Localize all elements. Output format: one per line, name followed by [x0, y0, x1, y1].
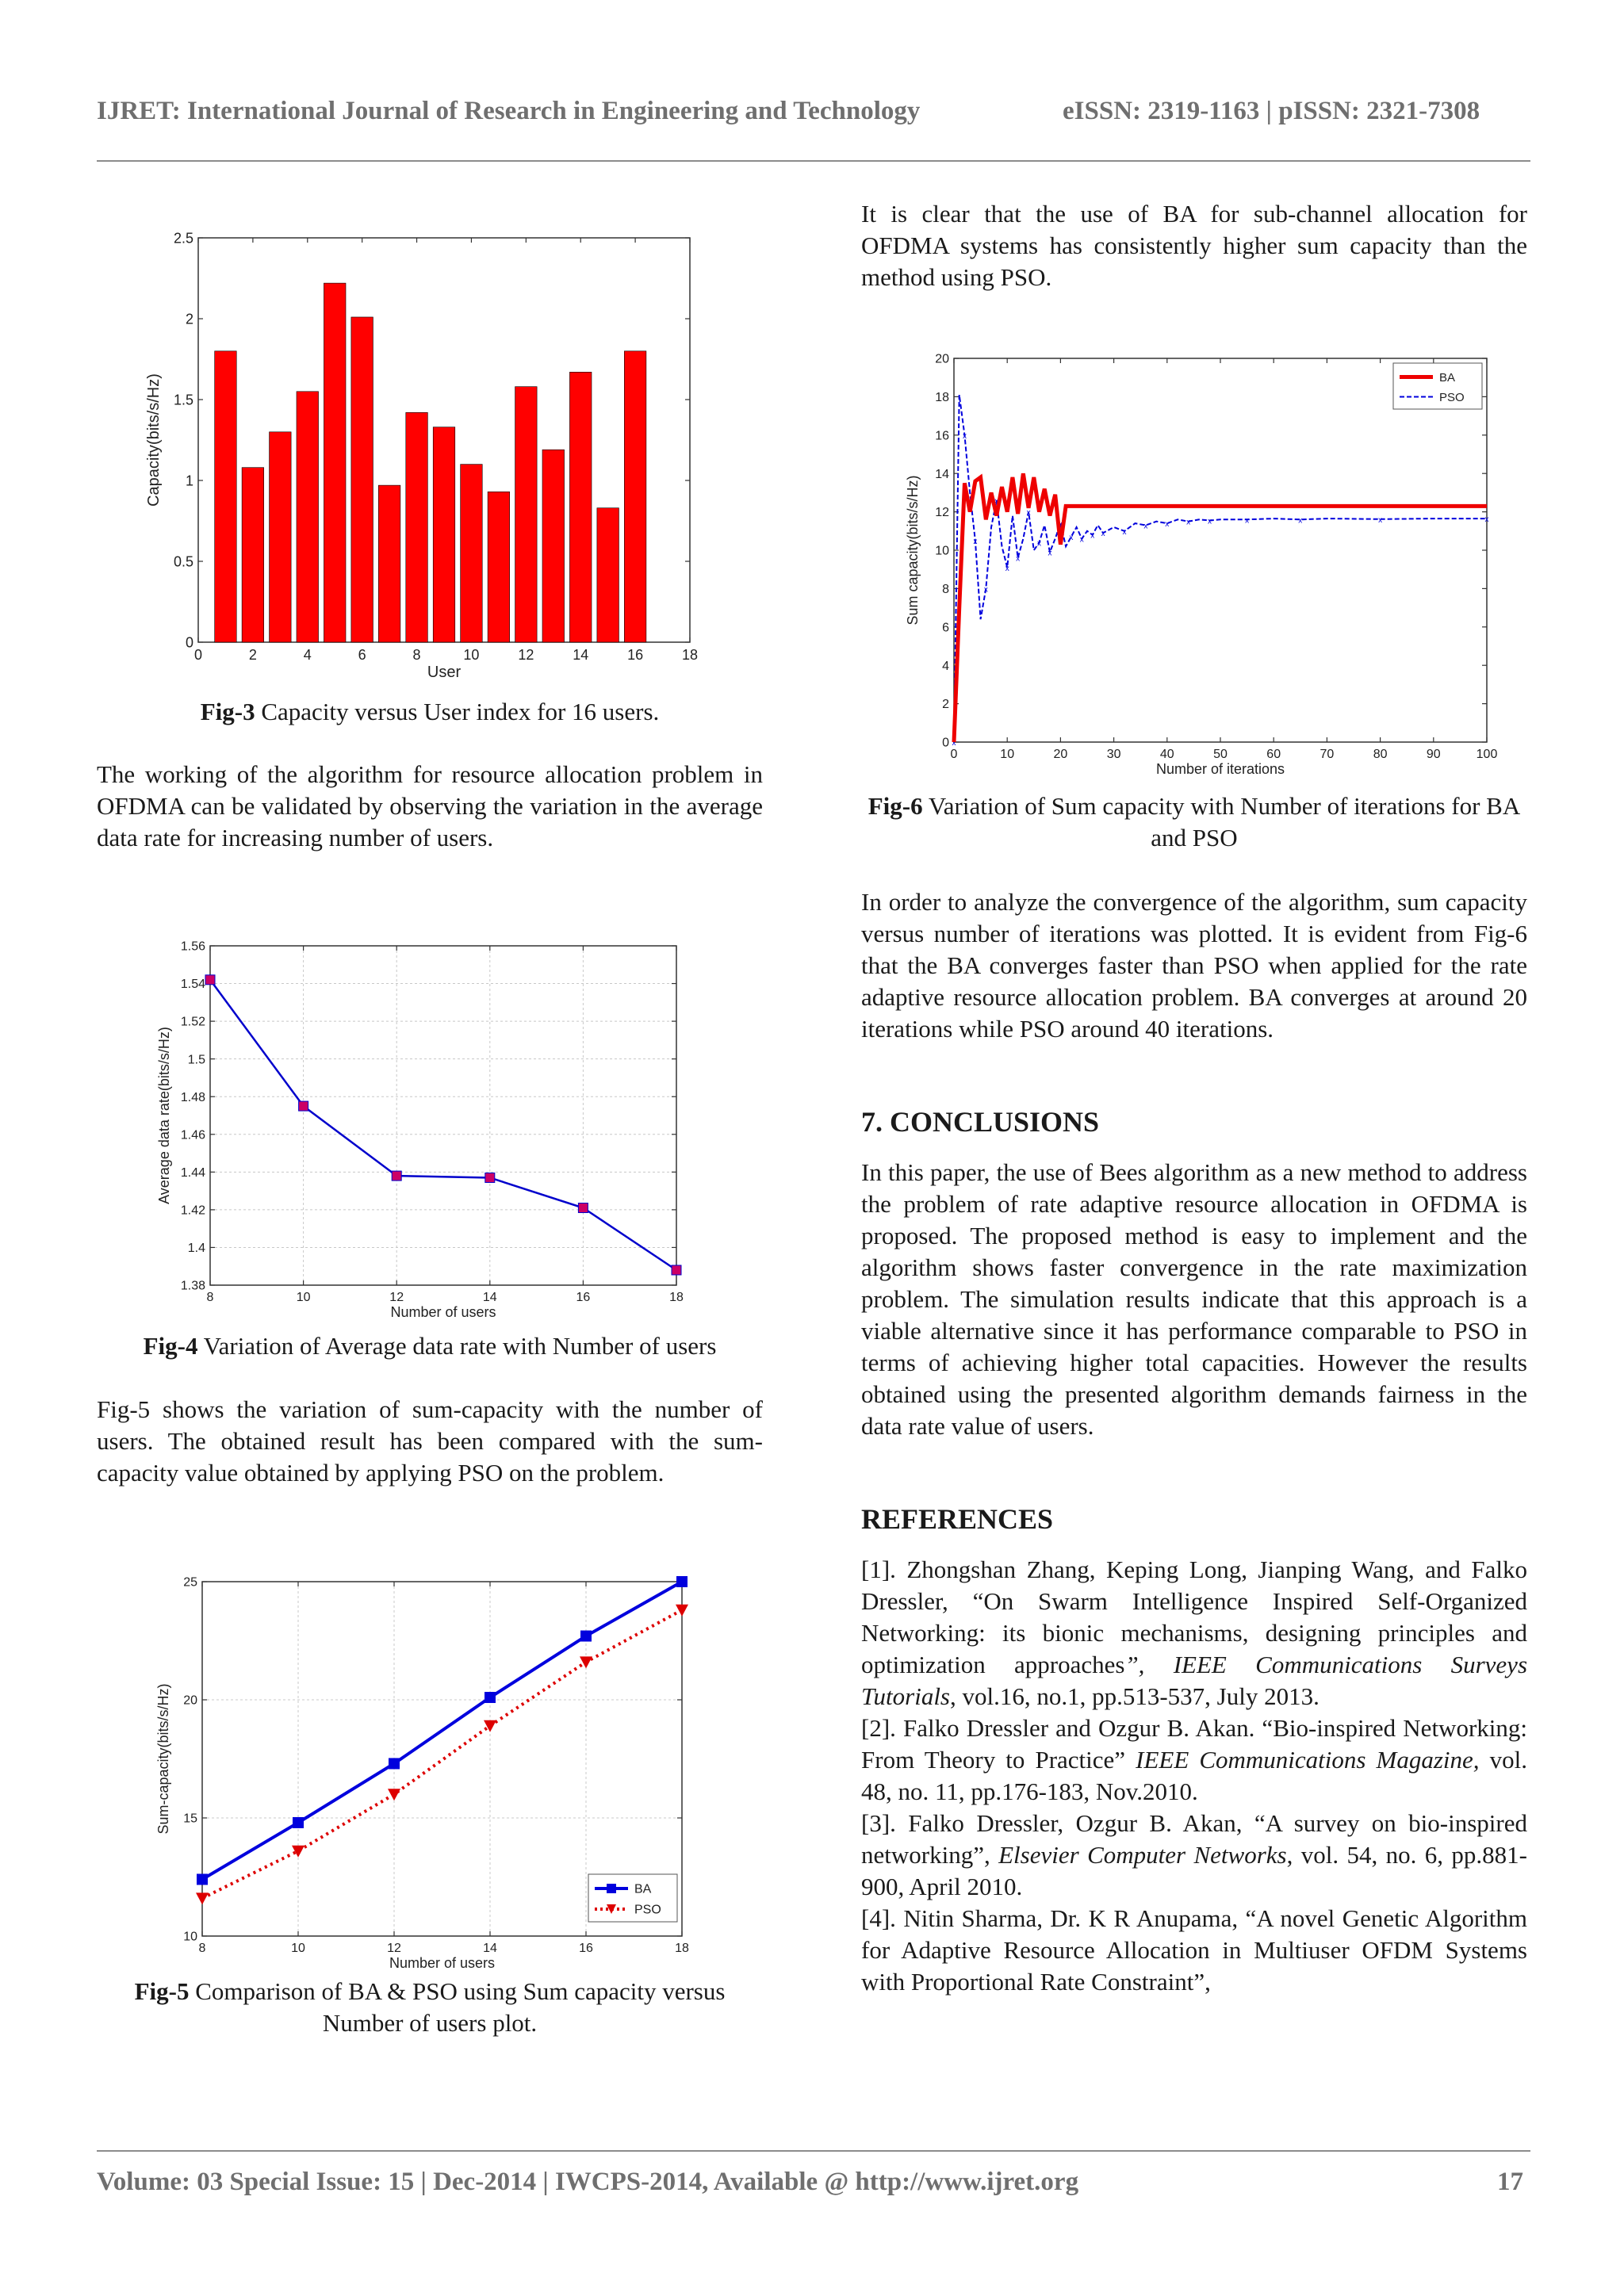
- y-tick-label: 18: [935, 391, 949, 404]
- y-axis-label: Sum-capacity(bits/s/Hz): [155, 1683, 171, 1835]
- reference-list: [861, 1554, 1527, 1998]
- x-tick-label: 12: [387, 1942, 401, 1955]
- y-tick-label: 2: [185, 311, 193, 327]
- reference-item: [2]. Falko Dressler and Ozgur B. Akan. “Bio-inspired Networking: From Theory to Practice” IEEE Communications Magazine, vol. 48, no. 11, pp.176-183, Nov.2010.: [861, 1714, 1527, 1805]
- x-tick-label: 20: [1053, 748, 1068, 761]
- legend-marker: [607, 1884, 616, 1893]
- section-heading-references: REFERENCES: [861, 1503, 1054, 1535]
- y-axis-label: Average data rate(bits/s/Hz): [156, 1027, 172, 1204]
- data-point-pso: x: [962, 431, 967, 441]
- legend-label: PSO: [634, 1903, 661, 1917]
- bar: [378, 485, 400, 642]
- y-tick-label: 1: [185, 473, 193, 489]
- bar: [624, 351, 646, 642]
- y-tick-label: 1.52: [180, 1015, 205, 1029]
- y-tick-label: 15: [183, 1812, 197, 1826]
- data-point: [578, 1203, 588, 1213]
- data-point-pso: x: [1058, 520, 1063, 530]
- y-tick-label: 1.5: [187, 1053, 205, 1067]
- plot-frame: [954, 358, 1487, 742]
- x-tick-label: 60: [1266, 748, 1281, 761]
- issn: eISSN: 2319-1163 | pISSN: 2321-7308: [1063, 97, 1480, 125]
- x-tick-label: 10: [291, 1942, 305, 1955]
- bar: [597, 508, 619, 642]
- x-tick-label: 0: [193, 647, 203, 663]
- x-axis-label: Number of users: [389, 1955, 496, 1971]
- x-tick-label: 50: [1213, 748, 1228, 761]
- header-rule: [97, 160, 1530, 162]
- x-tick-label: 6: [358, 647, 366, 663]
- data-point-pso: [196, 1892, 209, 1904]
- x-tick-label: 80: [1373, 748, 1388, 761]
- x-axis-label: User: [427, 664, 462, 681]
- fig4-caption: Fig-4 Variation of Average data rate with Number of users: [143, 1332, 717, 1360]
- data-point-pso: x: [1165, 520, 1170, 530]
- y-tick-label: 25: [183, 1575, 197, 1590]
- journal-title: IJRET: International Journal of Research in Engineering and Technology: [97, 97, 921, 125]
- paragraph-clear: It is clear that the use of BA for sub-channel allocation for OFDMA systems has consistently higher sum capacity than the method using PSO.: [861, 200, 1527, 291]
- x-tick-label: 2: [248, 647, 257, 663]
- y-axis-label: Capacity(bits/s/Hz): [145, 373, 163, 507]
- data-point-pso: x: [1378, 515, 1383, 525]
- footer-rule: [97, 2150, 1530, 2152]
- y-tick-label: 0.5: [173, 553, 193, 570]
- x-tick-label: 70: [1320, 748, 1335, 761]
- bar: [406, 412, 428, 642]
- data-point-ba: [197, 1873, 208, 1885]
- data-point-pso: [388, 1789, 400, 1800]
- x-tick-label: 16: [627, 647, 644, 663]
- paragraph-convergence: In order to analyze the convergence of the algorithm, sum capacity versus number of iterations was plotted. It is evident from Fig-6 that the BA converges faster than PSO when applied for the rate adaptive resource allocation problem. BA converges at around 20 iterations while PSO around 40 iterations.: [861, 888, 1527, 1043]
- fig6-caption: Fig-6 Variation of Sum capacity with Number of iterations for BA and PSO: [868, 792, 1521, 851]
- data-point-pso: x: [1048, 549, 1052, 558]
- x-tick-label: 14: [573, 647, 589, 663]
- y-tick-label: 1.46: [180, 1128, 205, 1142]
- x-tick-label: 10: [1000, 748, 1015, 761]
- bar: [242, 468, 264, 642]
- x-tick-label: 10: [296, 1291, 311, 1304]
- y-tick-label: 1.42: [180, 1203, 205, 1218]
- data-point-pso: x: [1484, 515, 1489, 525]
- data-point-pso: x: [1122, 527, 1127, 537]
- fig5-caption: Fig-5 Comparison of BA & PSO using Sum capacity versus Number of users plot.: [134, 1977, 726, 2037]
- y-tick-label: 10: [935, 544, 949, 558]
- data-point-ba: [485, 1692, 496, 1703]
- bar: [433, 427, 455, 642]
- data-point-pso: x: [1101, 530, 1105, 539]
- plot-frame: [210, 946, 676, 1285]
- fig3-bar-chart: [135, 222, 706, 690]
- x-tick-label: 16: [579, 1942, 593, 1955]
- data-point-pso: x: [1245, 516, 1250, 526]
- data-point-pso: x: [1069, 534, 1074, 543]
- x-tick-label: 8: [198, 1942, 206, 1955]
- data-point-pso: x: [973, 537, 978, 546]
- y-tick-label: 1.5: [173, 392, 193, 408]
- y-tick-label: 2: [942, 698, 949, 712]
- data-point: [485, 1173, 495, 1182]
- y-tick-label: 4: [942, 659, 949, 673]
- data-point-pso: x: [1079, 535, 1084, 545]
- section-heading-conclusions: 7. CONCLUSIONS: [861, 1106, 1100, 1138]
- data-point-pso: [676, 1605, 688, 1617]
- y-tick-label: 16: [935, 429, 949, 443]
- bar: [215, 351, 237, 642]
- bar: [542, 450, 565, 642]
- data-point-pso: x: [1298, 516, 1303, 526]
- y-tick-label: 1.38: [180, 1279, 205, 1293]
- y-tick-label: 20: [183, 1693, 197, 1708]
- bar: [297, 392, 319, 642]
- data-point-pso: x: [983, 585, 988, 595]
- y-axis-label: Sum capacity(bits/s/Hz): [905, 475, 921, 626]
- legend-box: [588, 1874, 677, 1922]
- bar: [461, 465, 483, 642]
- data-point-ba: [676, 1576, 688, 1587]
- y-tick-label: 2.5: [173, 230, 193, 247]
- fig3-caption: Fig-3 Capacity versus User index for 16 users.: [200, 698, 660, 725]
- bar: [569, 372, 592, 642]
- legend-label: BA: [634, 1882, 652, 1896]
- x-tick-label: 18: [669, 1291, 684, 1304]
- data-point-pso: x: [1016, 554, 1021, 564]
- fig6-line-chart: [900, 349, 1503, 785]
- data-point-pso: x: [994, 497, 999, 507]
- data-point: [299, 1101, 308, 1111]
- y-tick-label: 10: [183, 1930, 197, 1944]
- y-tick-label: 8: [942, 583, 949, 596]
- y-tick-label: 6: [942, 621, 949, 635]
- data-point-pso: x: [1186, 518, 1191, 527]
- series-line: [210, 980, 676, 1270]
- y-tick-label: 1.4: [187, 1242, 205, 1256]
- legend-label: PSO: [1439, 390, 1465, 404]
- y-tick-label: 0: [942, 736, 949, 750]
- bar: [515, 387, 538, 642]
- data-point-pso: x: [1143, 522, 1148, 531]
- data-point-ba: [293, 1817, 304, 1828]
- data-point-pso: x: [1208, 517, 1212, 526]
- x-tick-label: 100: [1476, 748, 1498, 761]
- data-point-ba: [389, 1758, 400, 1769]
- x-axis-label: Number of users: [390, 1304, 496, 1320]
- x-axis-label: Number of iterations: [1155, 761, 1285, 777]
- page-number: 17: [1497, 2168, 1523, 2196]
- data-point: [672, 1265, 681, 1275]
- y-tick-label: 1.48: [180, 1090, 205, 1104]
- x-tick-label: 14: [483, 1942, 497, 1955]
- y-tick-label: 12: [935, 506, 949, 520]
- x-tick-label: 18: [681, 647, 699, 663]
- data-point-pso: x: [1005, 564, 1009, 573]
- x-tick-label: 30: [1106, 748, 1121, 761]
- y-tick-label: 14: [935, 467, 949, 481]
- paragraph-working: The working of the algorithm for resource allocation problem in OFDMA can be validated by observing the variation in the average data rate for increasing number of users.: [97, 760, 763, 851]
- y-tick-label: 1.54: [180, 978, 205, 992]
- reference-item: [3]. Falko Dressler, Ozgur B. Akan, “A survey on bio-inspired networking”, Elsevier Computer Networks, vol. 54, no. 6, pp.881-900, April 2010.: [861, 1809, 1528, 1900]
- data-point: [392, 1171, 401, 1181]
- data-point-pso: x: [1090, 531, 1095, 541]
- y-tick-label: 0: [185, 634, 193, 651]
- paragraph-fig5: Fig-5 shows the variation of sum-capacity with the number of users. The obtained result has been compared with the sum-capacity value obtained by applying PSO on the problem.: [97, 1395, 763, 1487]
- bar: [351, 317, 373, 642]
- series-line-pso: [954, 395, 1487, 742]
- x-tick-label: 12: [389, 1291, 404, 1304]
- bar: [324, 283, 346, 642]
- x-tick-label: 18: [675, 1942, 689, 1955]
- fig5-line-chart: [151, 1566, 706, 1974]
- x-tick-label: 16: [576, 1291, 591, 1304]
- reference-item: [4]. Nitin Sharma, Dr. K R Anupama, “A novel Genetic Algorithm for Adaptive Resource Allocation in Multiuser OFDM Systems with Proportional Rate Constraint”,: [861, 1904, 1527, 1996]
- legend-label: BA: [1439, 370, 1456, 385]
- data-point-pso: x: [952, 739, 956, 748]
- series-line-ba: [954, 473, 1487, 742]
- x-tick-label: 8: [412, 647, 421, 663]
- x-tick-label: 0: [950, 748, 958, 761]
- data-point-pso: x: [1026, 508, 1031, 518]
- x-tick-label: 14: [482, 1291, 497, 1304]
- data-point-ba: [580, 1631, 592, 1642]
- bar: [488, 492, 510, 642]
- data-point: [205, 975, 215, 985]
- legend-box: [1393, 363, 1482, 409]
- data-point-pso: [292, 1846, 304, 1858]
- series-line-ba: [202, 1582, 682, 1879]
- x-tick-label: 10: [463, 647, 480, 663]
- x-tick-label: 12: [518, 647, 534, 663]
- y-tick-label: 20: [935, 352, 949, 366]
- x-tick-label: 8: [206, 1291, 214, 1304]
- y-tick-label: 1.56: [180, 939, 205, 954]
- y-tick-label: 1.44: [180, 1165, 205, 1180]
- fig4-line-chart: [147, 934, 702, 1322]
- reference-item: [1]. Zhongshan Zhang, Keping Long, Jianping Wang, and Falko Dressler, “On Swarm Intelligence Inspired Self-Organized Networking: its bionic mechanisms, designing principles and optimization approaches”, IEEE Communications Surveys Tutorials, vol.16, no.1, pp.513-537, July 2013.: [861, 1556, 1528, 1710]
- x-tick-label: 40: [1159, 748, 1174, 761]
- data-point-pso: x: [1037, 539, 1042, 549]
- paragraph-conclusions: In this paper, the use of Bees algorithm as a new method to address the problem of rate adaptive resource allocation in OFDMA is proposed. The proposed method is easy to implement and the algorithm shows faster convergence in the rate maximization problem. The simulation results indicate that this approach is a viable alternative since it has performance comparable to PSO in terms of achieving higher total capacities. However the results obtained using the presented algorithm demands fairness in the data rate value of users.: [861, 1158, 1527, 1440]
- footer-volume: Volume: 03 Special Issue: 15 | Dec-2014 | IWCPS-2014, Available @ http://www.ijret.org: [97, 2168, 1079, 2196]
- x-tick-label: 4: [303, 647, 312, 663]
- series-line-pso: [202, 1610, 682, 1899]
- bar: [270, 432, 292, 642]
- x-tick-label: 90: [1426, 748, 1441, 761]
